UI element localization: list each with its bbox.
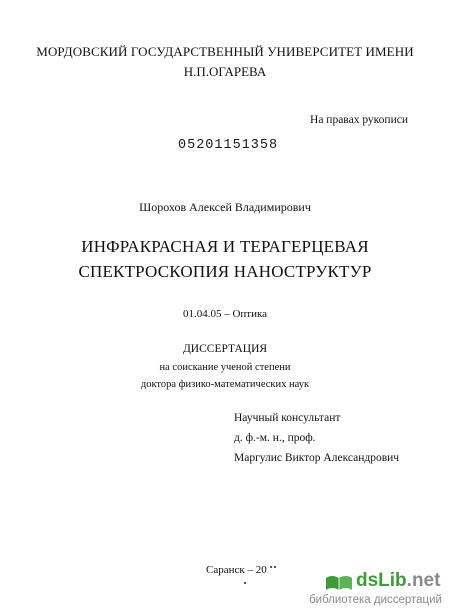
scan-speck: [270, 566, 272, 568]
dslib-watermark-link[interactable]: [296, 570, 446, 610]
dslib-subtitle: библиотека диссертаций: [309, 594, 442, 606]
university-name-line1: МОРДОВСКИЙ ГОСУДАРСТВЕННЫЙ УНИВЕРСИТЕТ ИМЕНИ: [36, 44, 414, 59]
dslib-logo: [356, 570, 440, 592]
advisor-label: Научный консультант: [234, 412, 341, 424]
advisor-name: Маргулис Виктор Александрович: [234, 452, 400, 464]
author-name: Шорохов Алексей Владимирович: [139, 200, 311, 214]
city-year: Саранск – 20: [206, 564, 267, 576]
open-book-icon: [324, 572, 354, 592]
dissertation-title-line1: ИНФРАКРАСНАЯ И ТЕРАГЕРЦЕВАЯ: [81, 237, 369, 256]
dslib-logo-main: dsLib: [356, 570, 407, 591]
dissertation-type: ДИССЕРТАЦИЯ: [182, 343, 268, 355]
university-name-line2: Н.П.ОГАРЕВА: [183, 64, 267, 79]
specialty-code: 01.04.05 – Оптика: [182, 308, 268, 320]
degree-line2: доктора физико-математических наук: [140, 379, 310, 390]
degree-line1: на соискание ученой степени: [159, 362, 291, 373]
dslib-logo-tld: .net: [406, 570, 441, 591]
scan-speck: [244, 582, 246, 584]
manuscript-rights-label: На правах рукописи: [310, 114, 408, 126]
scan-speck: [274, 566, 276, 568]
document-number-stamp: 05201151358: [178, 138, 279, 153]
dissertation-title-line2: СПЕКТРОСКОПИЯ НАНОСТРУКТУР: [78, 262, 372, 281]
advisor-rank: д. ф.-м. н., проф.: [234, 432, 316, 444]
